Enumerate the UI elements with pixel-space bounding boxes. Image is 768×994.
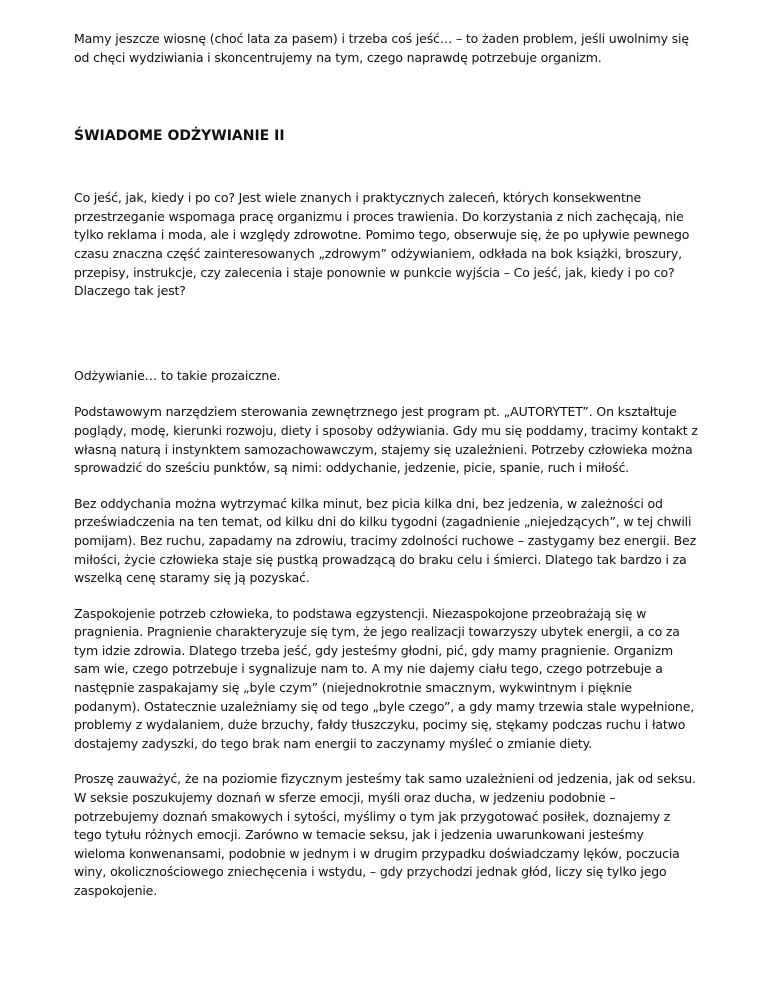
- body-paragraph: Podstawowym narzędziem sterowania zewnętrznego jest program pt. „AUTORYTET”. On kształtuje poglądy, modę, kierunki rozwoju, diety i sposoby odżywiania. Gdy mu się poddamy, tracimy kontakt z własną naturą i instynktem samozachowawczym, stajemy się uzależnieni. Potrzeby człowieka można sprowadzić do sześciu punktów, są nimi: oddychanie, jedzenie, picie, spanie, ruch i miłość.: [74, 404, 698, 476]
- section-heading: ŚWIADOME ODŻYWIANIE II: [74, 128, 285, 145]
- question-paragraph: Co jeść, jak, kiedy i po co? Jest wiele znanych i praktycznych zaleceń, których konsekwentne przestrzeganie wspomaga pracę organizmu i proces trawienia. Do korzystania z nich zachęcają, nie tylko reklama i moda, ale i względy zdrowotne. Pomimo tego, obserwuje się, że po upływie pewnego czasu znaczna część zainteresowanych „zdrowym” odżywianiem, odkłada na bok książki, broszury, przepisy, instrukcje, czy zalecenia i staje ponownie w punkcie wyjścia – Co jeść, jak, kiedy i po co? Dlaczego tak jest?: [74, 190, 690, 299]
- body-paragraph: Zaspokojenie potrzeb człowieka, to podstawa egzystencji. Niezaspokojone przeobrażają się w pragnienia. Pragnienie charakteryzuje się tym, że jego realizacji towarzyszy ubytek energii, a co za tym idzie zdrowia. Dlatego trzeba jeść, gdy jesteśmy głodni, pić, gdy mamy pragnienie. Organizm sam wie, czego potrzebuje i sygnalizuje nam to. A my nie dajemy ciału tego, czego potrzebuje a następnie zaspakajamy się „byle czym” (niejednokrotnie smacznym, wykwintnym i pięknie podanym). Ostatecznie uzależniamy się od tego „byle czego”, a gdy mamy trzewia stale wypełnione, problemy z wydalaniem, duże brzuchy, fałdy tłuszczyku, pocimy się, stękamy podczas ruchu i łatwo dostajemy zadyszki, do tego brak nam energii to zaczynamy myśleć o zmianie diety.: [74, 605, 695, 751]
- body-paragraph: Bez oddychania można wytrzymać kilka minut, bez picia kilka dni, bez jedzenia, w zależności od przeświadczenia na ten temat, od kilku dni do kilku tygodni (zagadnienie „niejedzących”, w tej chwili pomijam). Bez ruchu, zapadamy na zdrowiu, tracimy zdolności ruchowe – zastygamy bez energii. Bez miłości, życie człowieka staje się pustką prowadzącą do braku celu i śmierci. Dlatego tak bardzo i za wszelką cenę staramy się ją pozyskać.: [74, 495, 697, 586]
- intro-paragraph: Mamy jeszcze wiosnę (choć lata za pasem) i trzeba coś jeść… – to żaden problem, jeśli uwolnimy się od chęci wydziwiania i skoncentrujemy na tym, czego naprawdę potrzebuje organizm.: [74, 31, 689, 65]
- body-paragraph: Proszę zauważyć, że na poziomie fizycznym jesteśmy tak samo uzależnieni od jedzenia, jak od seksu. W seksie poszukujemy doznań w sferze emocji, myśli oraz ducha, w jedzeniu podobnie – potrzebujemy doznań smakowych i sytości, myślimy o tym jak przygotować posiłek, doznajemy z tego tytułu różnych emocji. Zarówno w temacie seksu, jak i jedzenia uwarunkowani jesteśmy wieloma konwenansami, podobnie w jednym i w drugim przypadku doświadczamy lęków, poczucia winy, okolicznościowego zniechęcenia i wstydu, – gdy przychodzi jednak głód, liczy się tylko jego zaspokojenie.: [74, 771, 696, 898]
- short-line: Odżywianie… to takie prozaiczne.: [74, 367, 281, 383]
- document-page: [74, 30, 698, 901]
